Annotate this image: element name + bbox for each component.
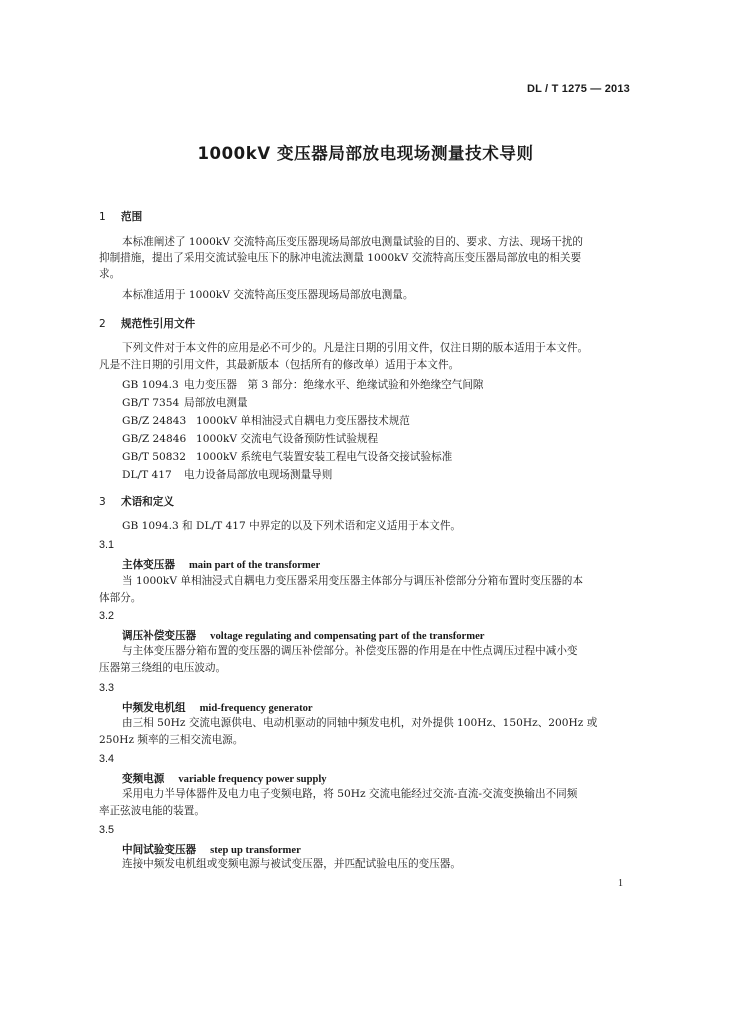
section-title: 规范性引用文件 [121, 318, 196, 330]
term-definition-line: 压器第三绕组的电压波动。 [99, 662, 227, 674]
reference-item [122, 395, 248, 410]
reference-item [122, 467, 332, 482]
paragraph-line: 抑制措施，提出了采用交流试验电压下的脉冲电流法测量 1000kV 交流特高压变压器局部放电的相关要 [99, 252, 582, 264]
reference-code: GB/T 50832 [122, 451, 186, 463]
paragraph-line: 求。 [99, 268, 121, 280]
term-definition-line: 当 1000kV 单相油浸式自耦电力变压器采用变压器主体部分与调压补偿部分分箱布置时变压器的本 [122, 575, 583, 587]
paragraph-line: 下列文件对于本文件的应用是必不可少的。凡是注日期的引用文件，仅注日期的版本适用于本文件。 [122, 342, 589, 354]
reference-code: DL/T 417 [122, 469, 172, 481]
term-chinese: 中间试验变压器 [122, 844, 197, 856]
reference-code: GB/Z 24846 [122, 433, 187, 445]
reference-code: GB/T 7354 [122, 397, 180, 409]
section-3-heading [99, 494, 174, 509]
paragraph-line: 本标准适用于 1000kV 交流特高压变压器现场局部放电测量。 [122, 289, 414, 301]
reference-item [122, 377, 484, 392]
term-heading [122, 771, 327, 786]
reference-title: 1000kV 交流电气设备预防性试验规程 [196, 433, 379, 445]
paragraph-line: GB 1094.3 和 DL/T 417 中界定的以及下列术语和定义适用于本文件。 [122, 520, 462, 532]
term-english: main part of the transformer [188, 560, 321, 571]
term-number: 3.2 [99, 610, 115, 622]
reference-item [122, 413, 410, 428]
reference-item [122, 431, 378, 446]
section-number: 3 [99, 496, 106, 508]
reference-title: 1000kV 单相油浸式自耦电力变压器技术规范 [196, 415, 410, 427]
term-heading [122, 700, 313, 715]
section-title: 范围 [121, 211, 143, 223]
term-definition-line: 体部分。 [99, 592, 142, 604]
paragraph-line: 凡是不注日期的引用文件，其最新版本（包括所有的修改单）适用于本文件。 [99, 359, 460, 371]
term-english: variable frequency power supply [178, 774, 327, 785]
section-2-heading [99, 316, 195, 331]
term-number: 3.1 [99, 539, 115, 551]
term-english: step up transformer [210, 845, 301, 856]
term-chinese: 调压补偿变压器 [122, 630, 197, 642]
page-number: 1 [618, 878, 623, 889]
section-1-heading [99, 209, 142, 224]
term-chinese: 主体变压器 [122, 559, 175, 571]
reference-title: 1000kV 系统电气装置安装工程电气设备交接试验标准 [196, 451, 453, 463]
term-definition-line: 与主体变压器分箱布置的变压器的调压补偿部分。补偿变压器的作用是在中性点调压过程中减小变 [122, 645, 578, 657]
term-english: mid-frequency generator [199, 703, 313, 714]
reference-code: GB 1094.3 [122, 379, 179, 391]
term-heading [122, 557, 320, 572]
reference-code: GB/Z 24843 [122, 415, 187, 427]
term-number: 3.3 [99, 682, 115, 694]
section-number: 2 [99, 318, 106, 330]
reference-title: 局部放电测量 [184, 397, 248, 409]
reference-item [122, 449, 452, 464]
term-chinese: 中频发电机组 [122, 702, 186, 714]
section-number: 1 [99, 211, 106, 223]
term-heading [122, 628, 485, 643]
term-definition-line: 250Hz 频率的三相交流电源。 [99, 734, 244, 746]
term-definition-line: 采用电力半导体器件及电力电子变频电路，将 50Hz 交流电能经过交流-直流-交流变换输出不同频 [122, 788, 578, 800]
term-definition-line: 由三相 50Hz 交流电源供电、电动机驱动的同轴中频发电机，对外提供 100Hz、150Hz、200Hz 或 [122, 717, 598, 729]
term-number: 3.4 [99, 753, 115, 765]
document-title: 1000kV 变压器局部放电现场测量技术导则 [197, 144, 534, 163]
term-definition-line: 率正弦波电能的装置。 [99, 805, 205, 817]
term-definition-line: 连接中频发电机组或变频电源与被试变压器，并匹配试验电压的变压器。 [122, 858, 461, 870]
reference-title: 电力设备局部放电现场测量导则 [184, 469, 333, 481]
reference-title: 电力变压器 第 3 部分：绝缘水平、绝缘试验和外绝缘空气间隙 [184, 379, 484, 391]
term-number: 3.5 [99, 824, 115, 836]
standard-code: DL / T 1275 — 2013 [526, 83, 630, 95]
term-heading [122, 842, 301, 857]
term-english: voltage regulating and compensating part of the transformer [210, 631, 485, 642]
paragraph-line: 本标准阐述了 1000kV 交流特高压变压器现场局部放电测量试验的目的、要求、方法、现场干扰的 [122, 236, 583, 248]
section-title: 术语和定义 [121, 496, 174, 508]
term-chinese: 变频电源 [122, 773, 165, 785]
